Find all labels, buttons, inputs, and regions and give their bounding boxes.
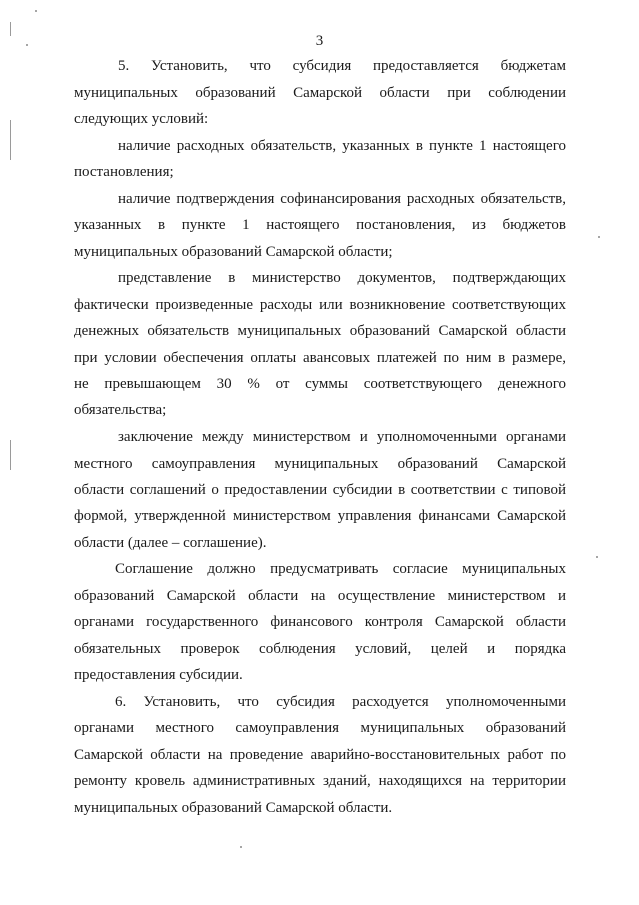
condition-4-line: области соглашений о предоставлении субсидии в соответствии с типовой	[74, 482, 566, 498]
paragraph-6-line: ремонту кровель административных зданий, находящихся на территории	[74, 773, 566, 789]
condition-2-line: наличие подтверждения софинансирования расходных обязательств,	[118, 191, 566, 207]
condition-3-line: при условии обеспечения оплаты авансовых платежей по ним в размере,	[74, 350, 566, 366]
condition-2-line: муниципальных образований Самарской области;	[74, 244, 393, 260]
agreement-paragraph-line: органами государственного финансового контроля Самарской области	[74, 614, 566, 630]
condition-4-line: местного самоуправления муниципальных образований Самарской	[74, 456, 566, 472]
condition-4-line: формой, утвержденной министерством управления финансами Самарской	[74, 508, 566, 524]
condition-4-line: заключение между министерством и уполномоченными органами	[118, 429, 566, 445]
agreement-paragraph-line: обязательных проверок соблюдения условий, целей и порядка	[74, 641, 566, 657]
scan-artifact	[240, 846, 242, 848]
scan-artifact	[35, 10, 37, 12]
paragraph-5-line: муниципальных образований Самарской области при соблюдении	[74, 85, 566, 101]
scan-artifact	[10, 440, 11, 470]
condition-3-line: обязательства;	[74, 402, 167, 418]
paragraph-5-line: 5. Установить, что субсидия предоставляется бюджетам	[118, 58, 566, 74]
condition-1-line: наличие расходных обязательств, указанных в пункте 1 настоящего	[118, 138, 566, 154]
condition-2-line: указанных в пункте 1 настоящего постановления, из бюджетов	[74, 217, 566, 233]
page-number: 3	[315, 33, 324, 49]
condition-4-line: области (далее – соглашение).	[74, 535, 267, 551]
scan-artifact	[596, 556, 598, 558]
agreement-paragraph-line: образований Самарской области на осуществление министерством и	[74, 588, 566, 604]
paragraph-6-line: Самарской области на проведение аварийно-восстановительных работ по	[74, 747, 566, 763]
scan-artifact	[10, 120, 11, 160]
condition-3-line: фактически произведенные расходы или возникновение соответствующих	[74, 297, 566, 313]
condition-3-line: денежных обязательств муниципальных образований Самарской области	[74, 323, 566, 339]
condition-3-line: представление в министерство документов, подтверждающих	[118, 270, 566, 286]
paragraph-6-line: 6. Установить, что субсидия расходуется уполномоченными	[115, 694, 566, 710]
paragraph-6-line: органами местного самоуправления муниципальных образований	[74, 720, 566, 736]
paragraph-5-line: следующих условий:	[74, 111, 209, 127]
paragraph-6-line: муниципальных образований Самарской области.	[74, 800, 393, 816]
condition-3-line: не превышающем 30 % от суммы соответствующего денежного	[74, 376, 566, 392]
agreement-paragraph-line: предоставления субсидии.	[74, 667, 243, 683]
condition-1-line: постановления;	[74, 164, 174, 180]
scan-artifact	[598, 236, 600, 238]
agreement-paragraph-line: Соглашение должно предусматривать согласие муниципальных	[115, 561, 566, 577]
